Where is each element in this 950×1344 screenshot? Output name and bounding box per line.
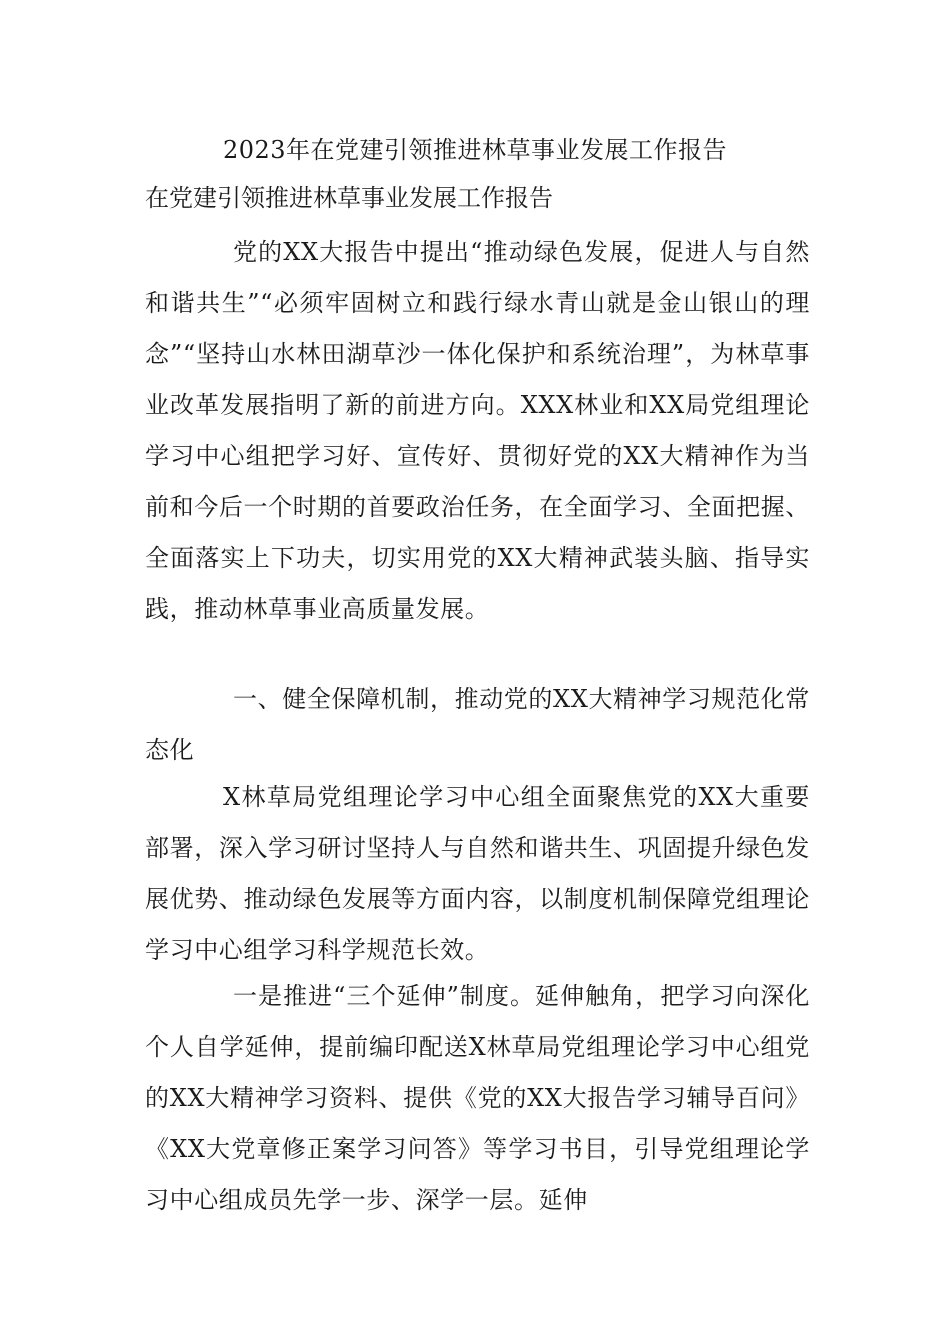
section-1-paragraph: X林草局党组理论学习中心组全面聚焦党的XX大重要部署，深入学习研讨坚持人与自然和谐共生、巩固提升绿色发展优势、推动绿色发展等方面内容，以制度机制保障党组理论学习中心组学习科学规范长效。 — [145, 783, 810, 964]
document-subtitle: 在党建引领推进林草事业发展工作报告 — [145, 184, 553, 212]
section-heading-1: 一、健全保障机制，推动党的XX大精神学习规范化常态化 — [145, 685, 810, 764]
document-title: 2023年在党建引领推进林草事业发展工作报告 — [222, 136, 728, 164]
section-1-item-1-paragraph: 一是推进“三个延伸”制度。延伸触角，把学习向深化个人自学延伸，提前编印配送X林草局党组理论学习中心组党的XX大精神学习资料、提供《党的XX大报告学习辅导百问》《XX大党章修正案学习问答》等学习书目，引导党组理论学习中心组成员先学一步、深学一层。延伸 — [145, 982, 810, 1214]
intro-paragraph: 党的XX大报告中提出“推动绿色发展，促进人与自然和谐共生”“必须牢固树立和践行绿水青山就是金山银山的理念”“坚持山水林田湖草沙一体化保护和系统治理”，为林草事业改革发展指明了新的前进方向。XXX林业和XX局党组理论学习中心组把学习好、宣传好、贯彻好党的XX大精神作为当前和今后一个时期的首要政治任务，在全面学习、全面把握、全面落实上下功夫，切实用党的XX大精神武装头脑、指导实践，推动林草事业高质量发展。 — [145, 238, 810, 623]
